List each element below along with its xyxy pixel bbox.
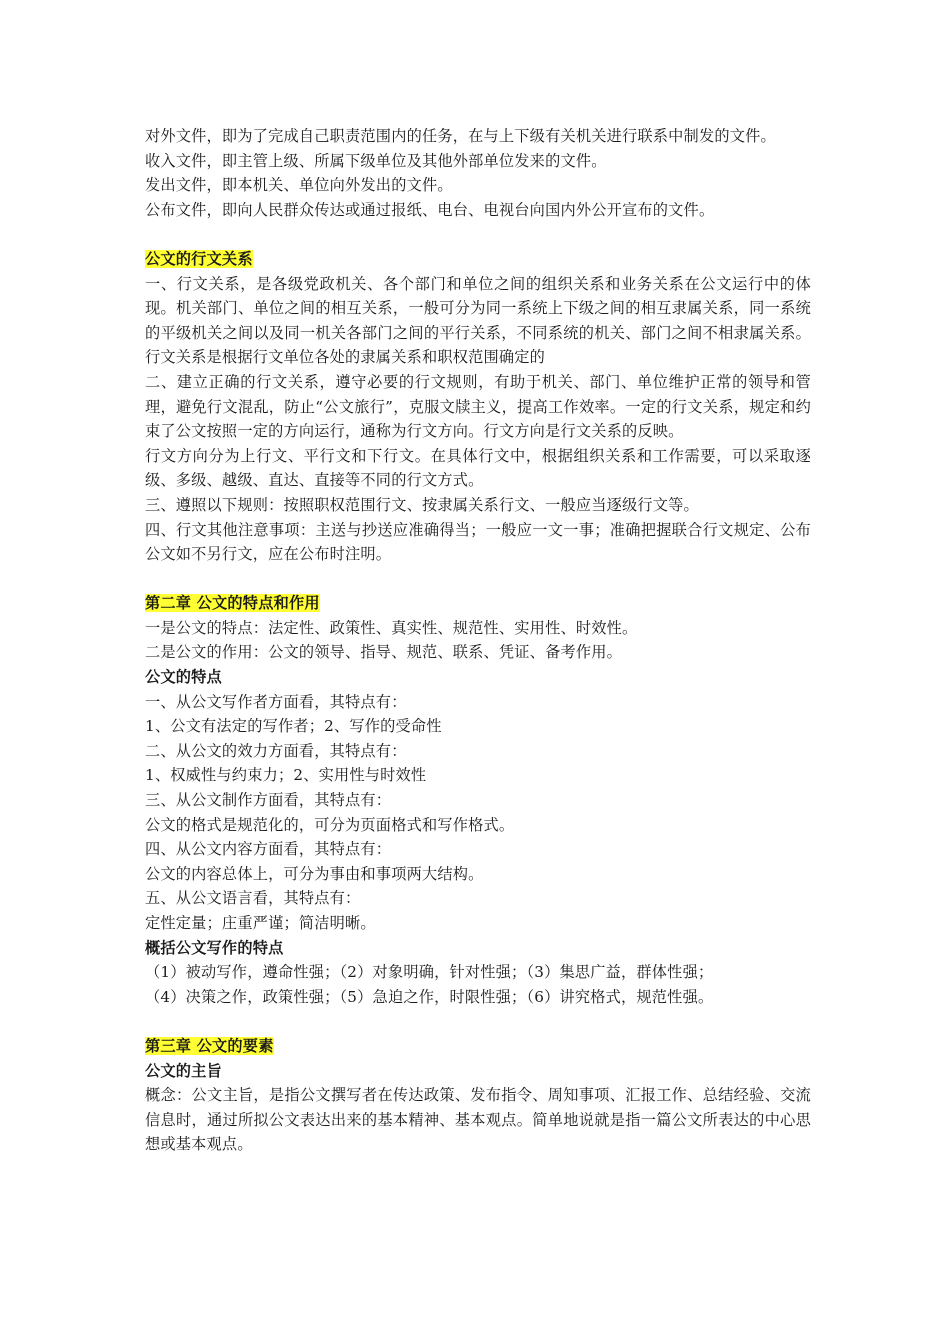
- paragraph: 公文的格式是规范化的，可分为页面格式和写作格式。: [145, 815, 515, 834]
- paragraph: 二、建立正确的行文关系，遵守必要的行文规则，有助于机关、部门、单位维护正常的领导和管理，避免行文混乱，防止“公文旅行”，克服文牍主义，提高工作效率。一定的行文关系，规定和约束了公文按照一定的方向运行，通称为行文方向。行文方向是行文关系的反映。: [145, 372, 811, 441]
- paragraph: 行文方向分为上行文、平行文和下行文。在具体行文中，根据组织关系和工作需要，可以采取逐级、多级、越级、直达、直接等不同的行文方式。: [145, 446, 811, 490]
- paragraph: 1、公文有法定的写作者；2、写作的受命性: [145, 717, 442, 736]
- paragraph: 一、行文关系，是各级党政机关、各个部门和单位之间的组织关系和业务关系在公文运行中的体现。机关部门、单位之间的相互关系，一般可分为同一系统上下级之间的相互隶属关系，同一系统的平级机关之间以及同一机关各部门之间的平行关系，不同系统的机关、部门之间不相隶属关系。行文关系是根据行文单位各处的隶属关系和职权范围确定的: [145, 274, 811, 367]
- document-page: [145, 124, 811, 1157]
- paragraph: 二、从公文的效力方面看，其特点有：: [145, 741, 407, 760]
- paragraph: 发出文件，即本机关、单位向外发出的文件。: [145, 176, 453, 195]
- paragraph: 概念：公文主旨，是指公文撰写者在传达政策、发布指令、周知事项、汇报工作、总结经验、交流信息时，通过所拟公文表达出来的基本精神、基本观点。简单地说就是指一篇公文所表达的中心思想或基本观点。: [145, 1086, 811, 1154]
- section-heading-highlighted: [145, 1034, 811, 1059]
- paragraph: 公布文件，即向人民群众传达或通过报纸、电台、电视台向国内外公开宣布的文件。: [145, 200, 715, 219]
- paragraph: （1）被动写作，遵命性强；（2）对象明确，针对性强；（3）集思广益，群体性强；: [145, 963, 714, 982]
- heading-text: 公文的行文关系: [145, 249, 253, 268]
- heading-text: 公文的主旨: [145, 1061, 222, 1080]
- subsection-heading: [145, 1059, 811, 1084]
- blank-line: [145, 567, 811, 592]
- subsection-heading: [145, 936, 811, 961]
- paragraph: 一是公文的特点：法定性、政策性、真实性、规范性、实用性、时效性。: [145, 618, 638, 637]
- paragraph: 五、从公文语言看，其特点有：: [145, 889, 361, 908]
- heading-text: 第三章 公文的要素: [145, 1036, 274, 1055]
- paragraph: 三、遵照以下规则：按照职权范围行文、按隶属关系行文、一般应当逐级行文等。: [145, 495, 699, 514]
- paragraph: 对外文件，即为了完成自己职责范围内的任务，在与上下级有关机关进行联系中制发的文件。: [145, 127, 776, 145]
- paragraph: 公文的内容总体上，可分为事由和事项两大结构。: [145, 864, 484, 883]
- subsection-heading: [145, 665, 811, 690]
- paragraph: 一、从公文写作者方面看，其特点有：: [145, 692, 407, 711]
- paragraph: 三、从公文制作方面看，其特点有：: [145, 791, 392, 810]
- paragraph: 四、从公文内容方面看，其特点有：: [145, 840, 392, 859]
- paragraph: （4）决策之作，政策性强；（5）急迫之作，时限性强；（6）讲究格式，规范性强。: [145, 987, 714, 1006]
- blank-line: [145, 222, 811, 247]
- paragraph: 定性定量；庄重严谨；简洁明晰。: [145, 914, 376, 932]
- paragraph: 四、行文其他注意事项：主送与抄送应准确得当；一般应一文一事；准确把握联合行文规定、公布公文如不另行文，应在公布时注明。: [145, 520, 811, 564]
- heading-text: 公文的特点: [145, 668, 222, 687]
- paragraph: 二是公文的作用：公文的领导、指导、规范、联系、凭证、备考作用。: [145, 643, 623, 662]
- paragraph: 1、权威性与约束力；2、实用性与时效性: [145, 766, 427, 785]
- section-heading-highlighted: [145, 591, 811, 616]
- heading-text: 第二章 公文的特点和作用: [145, 594, 320, 613]
- section-heading-highlighted: [145, 247, 811, 272]
- paragraph: 收入文件，即主管上级、所属下级单位及其他外部单位发来的文件。: [145, 151, 607, 170]
- blank-line: [145, 1009, 811, 1034]
- heading-text: 概括公文写作的特点: [145, 938, 284, 957]
